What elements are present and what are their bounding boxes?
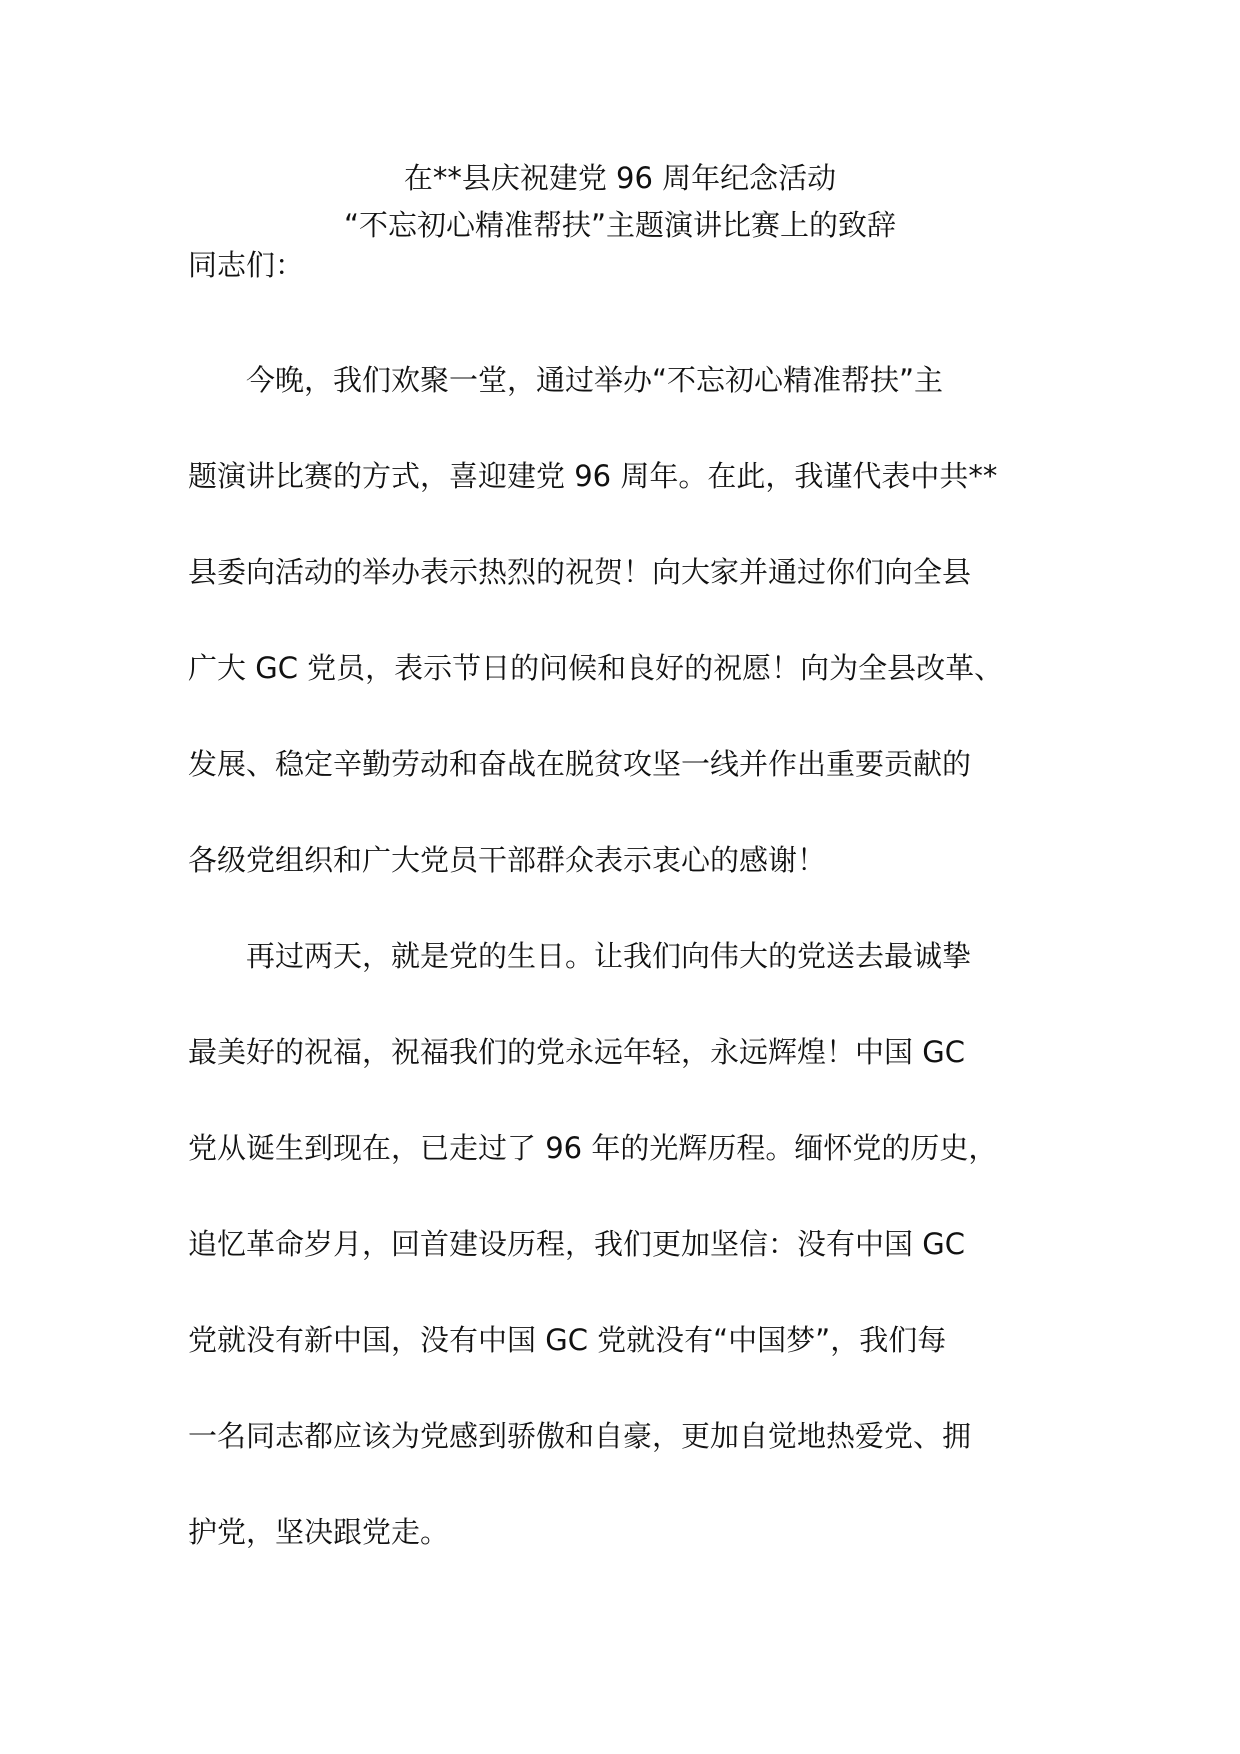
paragraph-1-line-2: 题演讲比赛的方式，喜迎建党 96 周年。在此，我谨代表中共** bbox=[188, 459, 998, 493]
paragraph-1-line-6: 各级党组织和广大党员干部群众表示衷心的感谢！ bbox=[188, 843, 827, 877]
paragraph-1-line-1: 今晚，我们欢聚一堂，通过举办“不忘初心精准帮扶”主 bbox=[188, 363, 944, 397]
paragraph-2-line-4: 追忆革命岁月，回首建设历程，我们更加坚信：没有中国 GC bbox=[188, 1227, 965, 1261]
paragraph-2-line-5: 党就没有新中国，没有中国 GC 党就没有“中国梦”，我们每 bbox=[188, 1323, 947, 1357]
paragraph-2-line-6: 一名同志都应该为党感到骄傲和自豪，更加自觉地热爱党、拥 bbox=[188, 1419, 972, 1453]
paragraph-2-line-3: 党从诞生到现在，已走过了 96 年的光辉历程。缅怀党的历史， bbox=[188, 1131, 998, 1165]
paragraph-1-line-4: 广大 GC 党员，表示节日的问候和良好的祝愿！向为全县改革、 bbox=[188, 651, 1004, 685]
paragraph-1-line-3: 县委向活动的举办表示热烈的祝贺！向大家并通过你们向全县 bbox=[188, 555, 972, 589]
salutation: 同志们： bbox=[188, 248, 305, 282]
document-title-line-1: 在**县庆祝建党 96 周年纪念活动 bbox=[403, 161, 837, 195]
paragraph-1-line-5: 发展、稳定辛勤劳动和奋战在脱贫攻坚一线并作出重要贡献的 bbox=[188, 747, 972, 781]
paragraph-2-line-2: 最美好的祝福，祝福我们的党永远年轻，永远辉煌！中国 GC bbox=[188, 1035, 965, 1069]
paragraph-2-line-7: 护党，坚决跟党走。 bbox=[188, 1515, 450, 1549]
paragraph-2-line-1: 再过两天，就是党的生日。让我们向伟大的党送去最诚挚 bbox=[188, 939, 972, 973]
document-title-line-2: “不忘初心精准帮扶”主题演讲比赛上的致辞 bbox=[343, 208, 897, 242]
